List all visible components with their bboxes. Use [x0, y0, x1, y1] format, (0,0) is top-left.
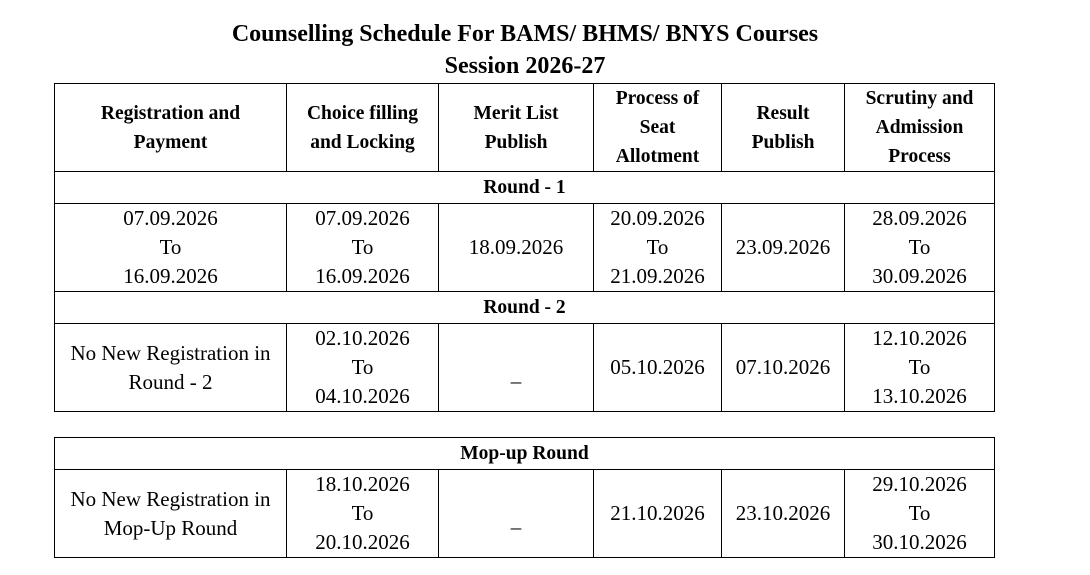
round-1-scrutiny: 28.09.2026 To 30.09.2026 [845, 204, 995, 292]
mopup-scrutiny: 29.10.2026 To 30.10.2026 [845, 470, 995, 558]
round-1-data-row [55, 204, 995, 292]
round-2-result: 07.10.2026 [722, 324, 845, 412]
page-title: Counselling Schedule For BAMS/ BHMS/ BNYS Courses [231, 21, 819, 47]
round-2-data-row [55, 324, 995, 412]
mopup-label: Mop-up Round [55, 438, 995, 470]
round-1-merit: 18.09.2026 [439, 204, 594, 292]
mopup-row [55, 438, 995, 470]
round-2-choice: 02.10.2026 To 04.10.2026 [287, 324, 439, 412]
mopup-choice: 18.10.2026 To 20.10.2026 [287, 470, 439, 558]
round-1-registration: 07.09.2026 To 16.09.2026 [55, 204, 287, 292]
mopup-registration: No New Registration in Mop-Up Round [55, 470, 287, 558]
round-2-row [55, 292, 995, 324]
round-1-result: 23.09.2026 [722, 204, 845, 292]
header-merit-list: Merit List Publish [439, 84, 594, 172]
merit-dash: _ [510, 362, 522, 386]
round-2-label: Round - 2 [55, 292, 995, 324]
header-registration: Registration and Payment [55, 84, 287, 172]
mopup-result: 23.10.2026 [722, 470, 845, 558]
mopup-merit [439, 470, 594, 558]
round-1-row [55, 172, 995, 204]
round-2-scrutiny: 12.10.2026 To 13.10.2026 [845, 324, 995, 412]
round-2-merit [439, 324, 594, 412]
header-seat-allotment: Process of Seat Allotment [594, 84, 722, 172]
header-row [55, 84, 995, 172]
round-1-seat: 20.09.2026 To 21.09.2026 [594, 204, 722, 292]
round-2-registration: No New Registration in Round - 2 [55, 324, 287, 412]
header-result-publish: Result Publish [722, 84, 845, 172]
round-1-label: Round - 1 [55, 172, 995, 204]
header-choice-filling: Choice filling and Locking [287, 84, 439, 172]
session-title: Session 2026-27 [444, 53, 606, 79]
mopup-seat: 21.10.2026 [594, 470, 722, 558]
header-scrutiny: Scrutiny and Admission Process [845, 84, 995, 172]
mopup-table [54, 437, 995, 558]
merit-dash: _ [510, 508, 522, 532]
round-1-choice: 07.09.2026 To 16.09.2026 [287, 204, 439, 292]
schedule-table [54, 83, 995, 412]
mopup-data-row [55, 470, 995, 558]
round-2-seat: 05.10.2026 [594, 324, 722, 412]
